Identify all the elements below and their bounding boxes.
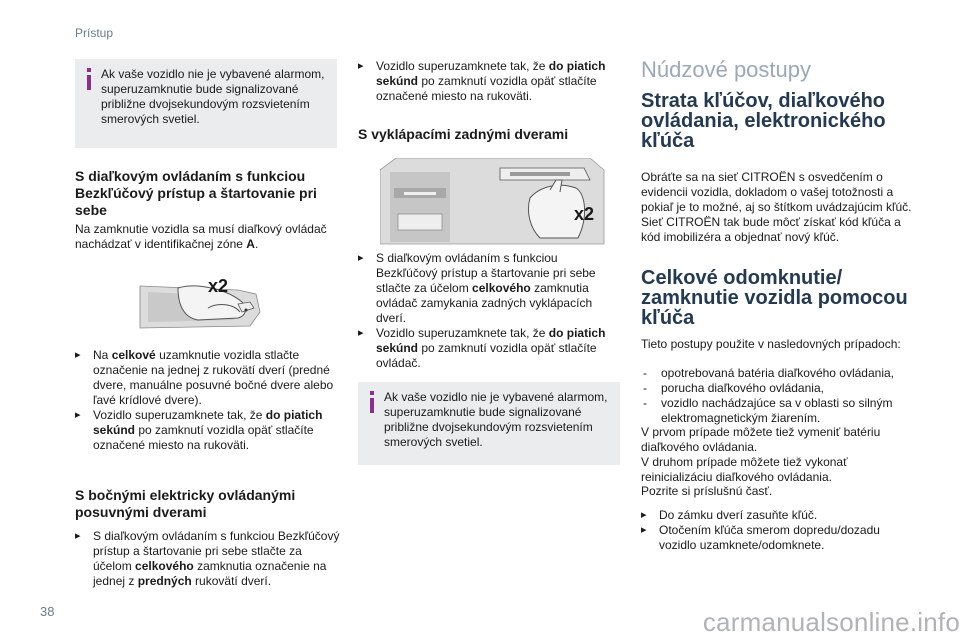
press-twice-label: x2 xyxy=(208,276,229,296)
dash-marker: - xyxy=(643,381,647,395)
bullet-marker: ▸ xyxy=(75,409,81,421)
bullet-list xyxy=(358,59,620,104)
text: Na zamknutie vozidla sa musí diaľkový ovládač nachádzať v identifikačnej zóne xyxy=(75,222,327,251)
bullet-list xyxy=(75,348,340,453)
list-item xyxy=(641,381,913,396)
bullet-marker: ▸ xyxy=(75,530,81,542)
text-bold: celkové xyxy=(111,348,156,362)
list-item xyxy=(641,508,913,523)
paragraph xyxy=(75,222,340,252)
info-icon xyxy=(367,391,377,413)
paragraph: Tieto postupy použite v nasledovných prípadoch: xyxy=(641,337,901,351)
section-heading: Strata kľúčov, diaľkového ovládania, elektronického kľúča xyxy=(641,90,886,152)
bullet-marker: ▸ xyxy=(358,252,364,264)
paragraph: Pozrite si príslušnú časť. xyxy=(641,484,773,498)
text-bold: predných xyxy=(137,574,192,588)
text: Vozidlo superuzamknete tak, že xyxy=(93,408,266,422)
dash-list xyxy=(641,366,913,426)
text: porucha diaľkového ovládania, xyxy=(661,381,824,395)
section-heading: S vyklápacími zadnými dverami xyxy=(358,126,569,142)
text: . xyxy=(254,237,259,251)
info-box xyxy=(75,59,337,148)
paragraph: Sieť CITROËN tak bude môcť získať kód kľúča a kód imobilizéra a objednať nový kľúč. xyxy=(641,215,901,244)
page-number: 38 xyxy=(40,604,55,619)
running-header: Prístup xyxy=(75,26,114,40)
list-item xyxy=(641,523,913,553)
bullet-list xyxy=(641,508,913,553)
section-heading: S bočnými elektricky ovládanými posuvnými dverami xyxy=(75,487,296,520)
list-item xyxy=(358,326,620,371)
text: S diaľkovým ovládaním s funkciou Bezkľúčový prístup a štartovanie pri sebe stlačte za účelom xyxy=(376,251,596,295)
text: zamknutia ovládač zamykania zadných vyklápacích dverí. xyxy=(376,281,593,325)
bullet-marker: ▸ xyxy=(75,349,81,361)
paragraph: Obráťte sa na sieť CITROËN s osvedčením o evidencii vozidla, dokladom o vašej totožnosti a pokiaľ je to možné, aj so štítkom uvádzajúcim kľúč. xyxy=(641,170,912,214)
watermark: carmanualsonline.info xyxy=(702,607,960,637)
info-box xyxy=(358,382,620,465)
chapter-title: Núdzové postupy xyxy=(641,57,811,82)
bullet-marker: ▸ xyxy=(641,509,647,521)
tailgate-illustration xyxy=(380,158,610,246)
text: po zamknutí vozidla opäť stlačíte označené miesto na rukoväti. xyxy=(93,423,314,452)
dash-marker: - xyxy=(643,396,647,410)
press-twice-label: x2 xyxy=(574,204,595,224)
text: vozidlo nachádzajúce sa v oblasti so silným elektromagnetickým žiarením. xyxy=(661,396,893,425)
bullet-marker: ▸ xyxy=(358,60,364,72)
text: po zamknutí vozidla opäť stlačíte označené miesto na rukoväti. xyxy=(376,74,597,103)
text: rukovätí dverí. xyxy=(191,574,272,588)
zone-label: A xyxy=(246,237,255,251)
paragraph: V prvom prípade môžete tiež vymeniť batériu diaľkového ovládania. xyxy=(641,425,881,454)
text-bold: celkového xyxy=(472,281,531,295)
bullet-marker: ▸ xyxy=(358,327,364,339)
list-item xyxy=(358,59,620,104)
bullet-marker: ▸ xyxy=(641,524,647,536)
bullet-list xyxy=(75,529,340,589)
dash-marker: - xyxy=(643,366,647,380)
text: Otočením kľúča smerom dopredu/dozadu vozidlo uzamknete/odomknete. xyxy=(659,523,880,552)
info-icon xyxy=(84,68,94,90)
list-item xyxy=(75,529,340,589)
text: opotrebovaná batéria diaľkového ovládania, xyxy=(661,366,895,380)
text: po zamknutí vozidla opäť stlačíte ovládač. xyxy=(376,341,597,370)
door-handle-illustration xyxy=(138,268,268,340)
list-item xyxy=(75,348,340,408)
text: Vozidlo superuzamknete tak, že xyxy=(376,326,549,340)
text-bold: do piatich sekúnd xyxy=(376,59,606,88)
section-heading: S diaľkovým ovládaním s funkciou Bezkľúčový prístup a štartovanie pri sebe xyxy=(75,168,317,218)
text-bold: do piatich sekúnd xyxy=(376,326,606,355)
list-item xyxy=(641,396,913,426)
info-text: Ak vaše vozidlo nie je vybavené alarmom, superuzamknutie bude signalizované približne dvojsekundovým rozsvietením smerových svetiel. xyxy=(101,67,325,126)
text: S diaľkovým ovládaním s funkciou Bezkľúčový prístup a štartovanie pri sebe stlačte za účelom xyxy=(93,529,340,573)
text: Vozidlo superuzamknete tak, že xyxy=(376,59,549,73)
text: zamknutia označenie na jednej z xyxy=(93,559,327,588)
text: Na xyxy=(93,348,112,362)
text-bold: celkového xyxy=(135,559,194,573)
list-item xyxy=(641,366,913,381)
section-heading: Celkové odomknutie/ zamknutie vozidla pomocou kľúča xyxy=(641,267,908,329)
text: uzamknutie vozidla stlačte označenie na jednej z rukovätí dverí (predné dvere, manuálne posuvné bočné dvere alebo ľavé krídlové dvere). xyxy=(93,348,334,407)
text: Do zámku dverí zasuňte kľúč. xyxy=(659,508,818,522)
info-text: Ak vaše vozidlo nie je vybavené alarmom, superuzamknutie bude signalizované približne dvojsekundovým rozsvietením smerových svetiel. xyxy=(384,390,608,449)
list-item xyxy=(358,251,620,326)
bullet-list xyxy=(358,251,620,371)
paragraph: V druhom prípade môžete tiež vykonať reinicializáciu diaľkového ovládania. xyxy=(641,455,848,484)
list-item xyxy=(75,408,340,453)
text-bold: do piatich sekúnd xyxy=(93,408,323,437)
